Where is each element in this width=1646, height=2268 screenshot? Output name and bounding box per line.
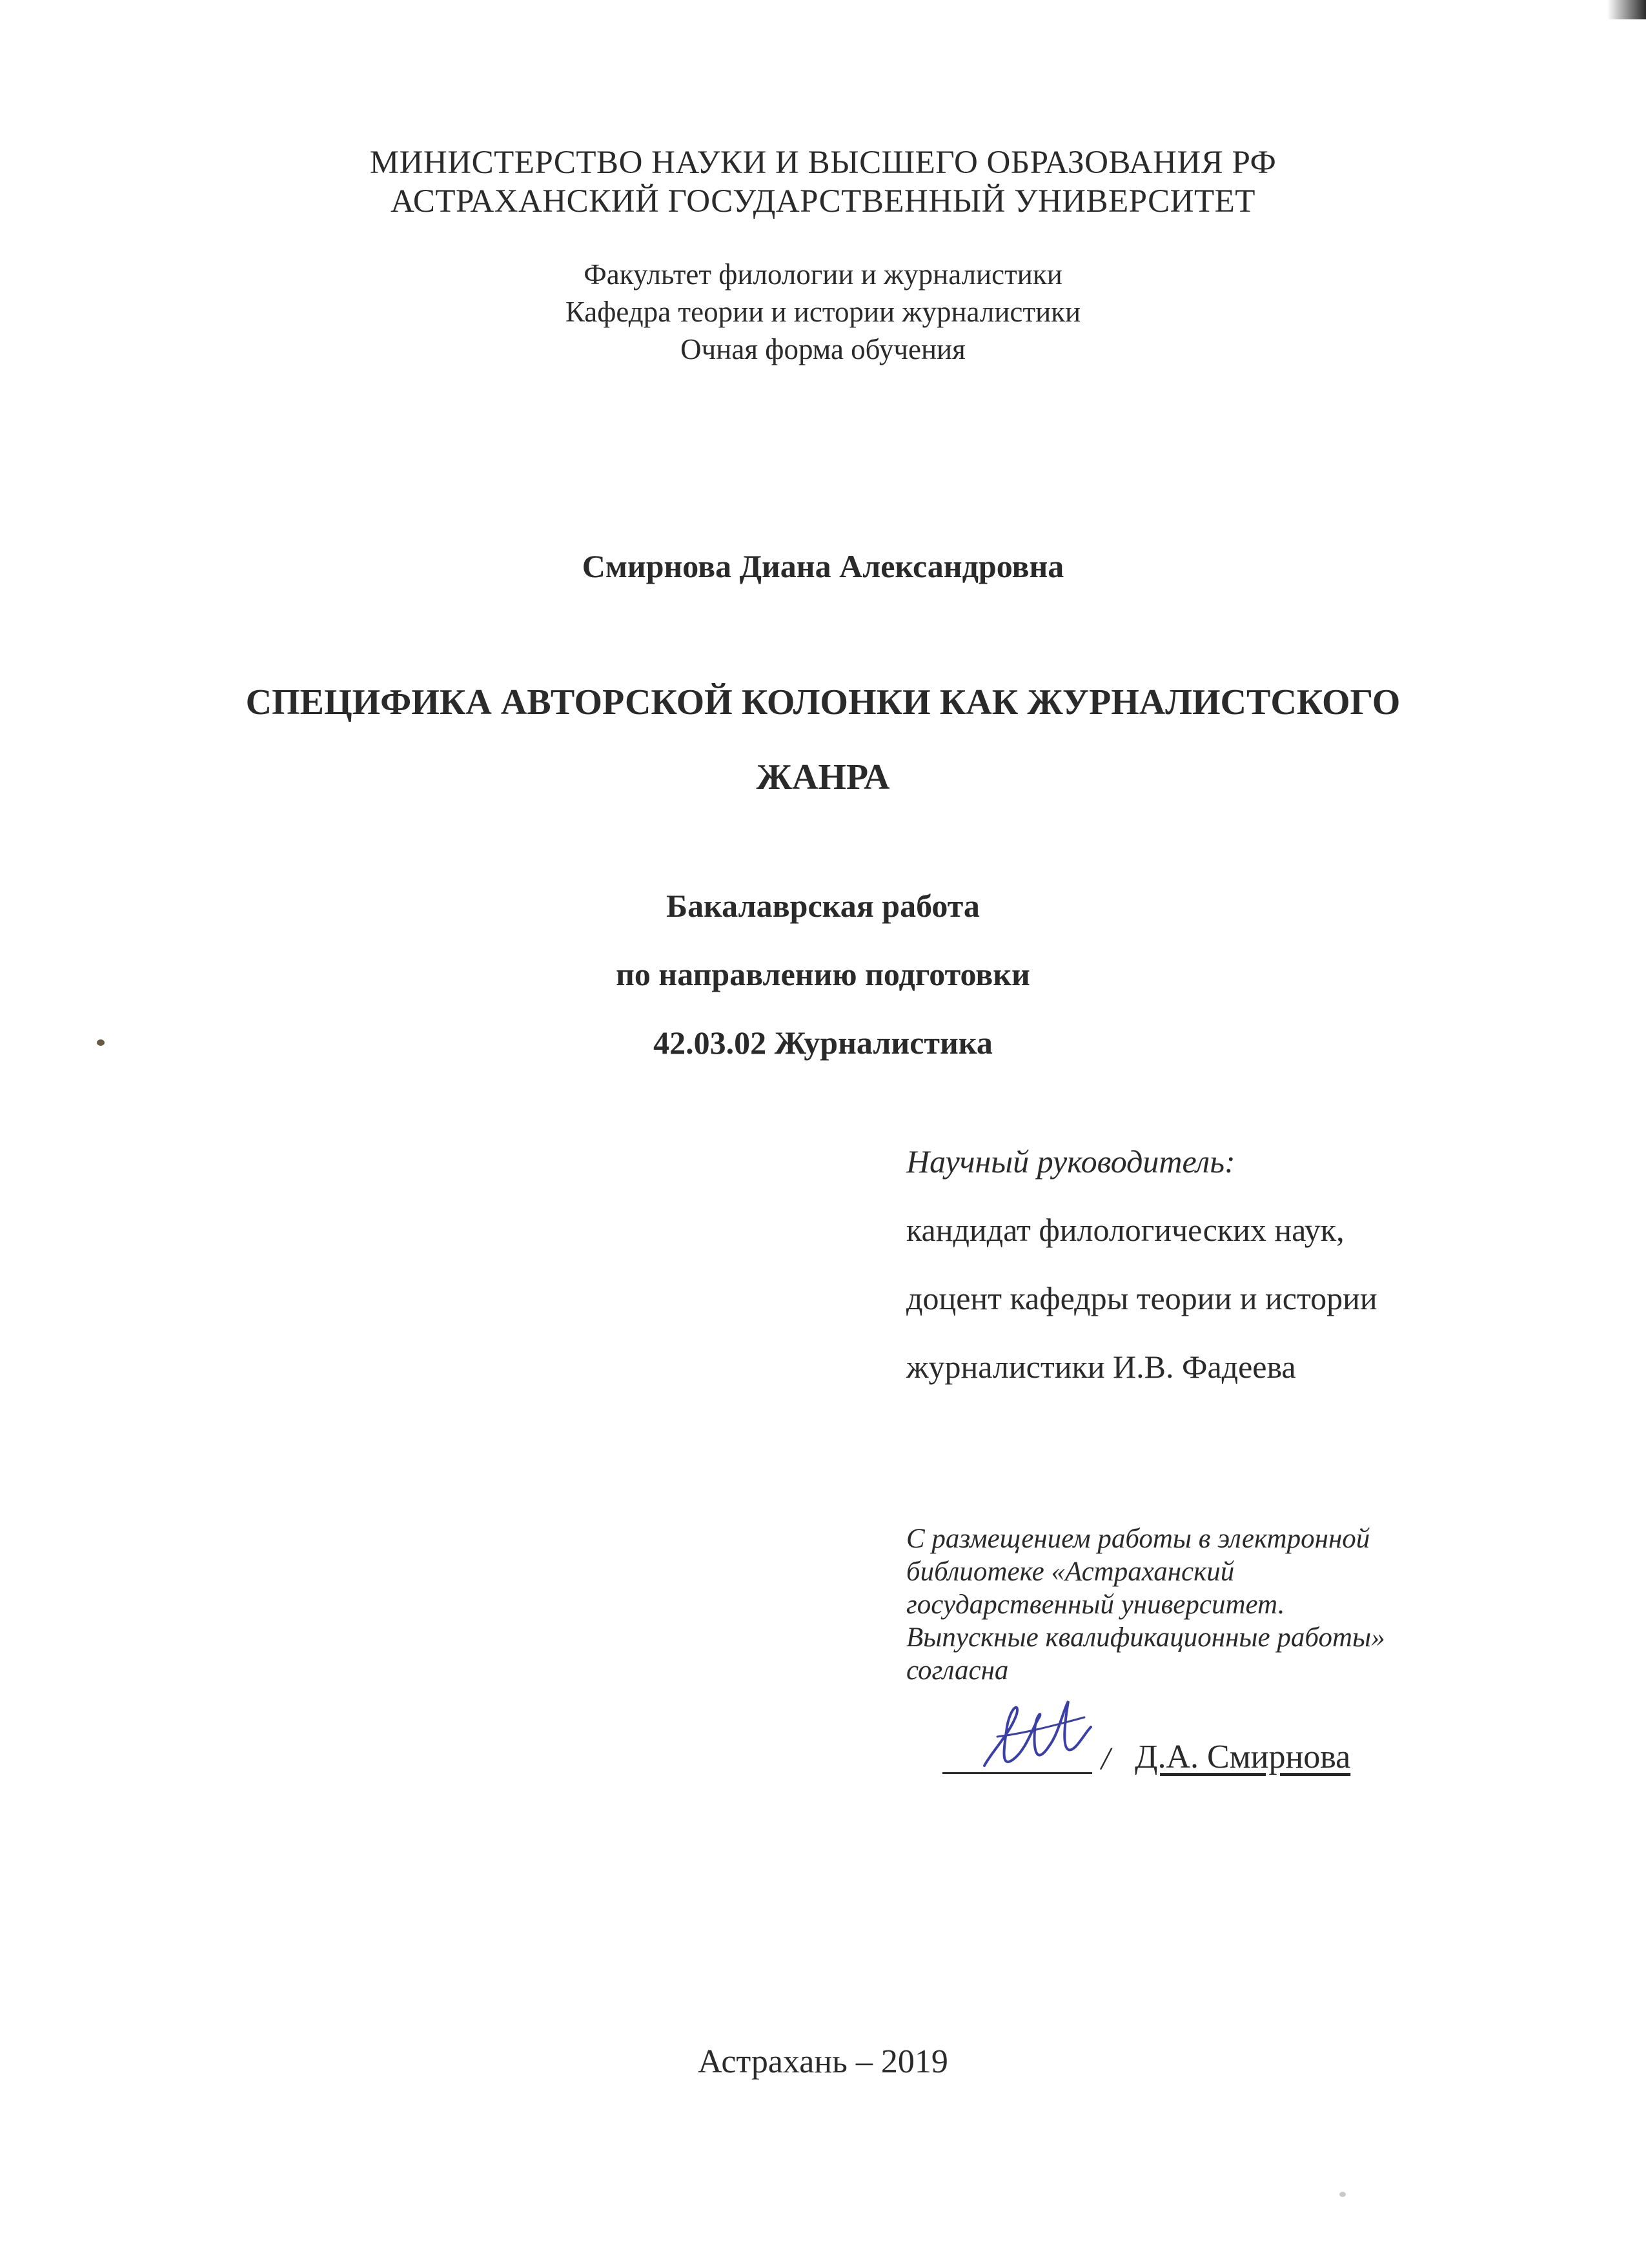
consent-line-2: библиотеке «Астраханский [906, 1557, 1235, 1587]
ministry-name: МИНИСТЕРСТВО НАУКИ И ВЫСШЕГО ОБРАЗОВАНИЯ РФ [369, 145, 1277, 181]
thesis-title-line-1: СПЕЦИФИКА АВТОРСКОЙ КОЛОНКИ КАК ЖУРНАЛИСТСКОГО [245, 682, 1401, 722]
university-name: АСТРАХАНСКИЙ ГОСУДАРСТВЕННЫЙ УНИВЕРСИТЕТ [391, 183, 1255, 220]
author-name: Смирнова Диана Александровна [582, 548, 1064, 584]
signature-separator: / [1101, 1740, 1110, 1776]
consent-line-4: Выпускные квалификационные работы» [906, 1622, 1385, 1653]
scan-speck [1339, 2192, 1346, 2197]
study-form: Очная форма обучения [680, 333, 966, 365]
supervisor-label: Научный руководитель: [906, 1143, 1235, 1180]
direction-code: 42.03.02 Журналистика [653, 1025, 993, 1061]
library-consent [906, 1522, 1487, 1687]
supervisor-degree: кандидат филологических наук, [906, 1212, 1345, 1248]
supervisor-position: доцент кафедры теории и истории [906, 1280, 1377, 1316]
work-type-label: Бакалаврская работа [666, 888, 980, 924]
scan-edge-mark [1607, 0, 1646, 19]
faculty-name: Факультет филологии и журналистики [584, 258, 1062, 291]
signature-line [942, 1772, 1092, 1774]
consent-line-3: государственный университет. [906, 1589, 1285, 1620]
institution-header [0, 143, 1646, 221]
supervisor-block [906, 1127, 1377, 1401]
scan-speck [97, 1039, 105, 1046]
signer-name: Д.А. Смирнова [1135, 1739, 1351, 1775]
direction-intro: по направлению подготовки [616, 956, 1030, 992]
department-name: Кафедра теории и истории журналистики [565, 296, 1081, 328]
work-type [0, 872, 1646, 1077]
thesis-title-line-2: ЖАНРА [756, 757, 890, 797]
city-year: Астрахань – 2019 [698, 2043, 948, 2080]
consent-line-5: согласна [906, 1655, 1009, 1686]
thesis-title [0, 665, 1646, 815]
supervisor-name: журналистики И.В. Фадеева [906, 1349, 1296, 1385]
handwritten-signature [971, 1688, 1101, 1779]
faculty-info [0, 256, 1646, 368]
consent-line-1: С размещением работы в электронной [906, 1524, 1370, 1554]
